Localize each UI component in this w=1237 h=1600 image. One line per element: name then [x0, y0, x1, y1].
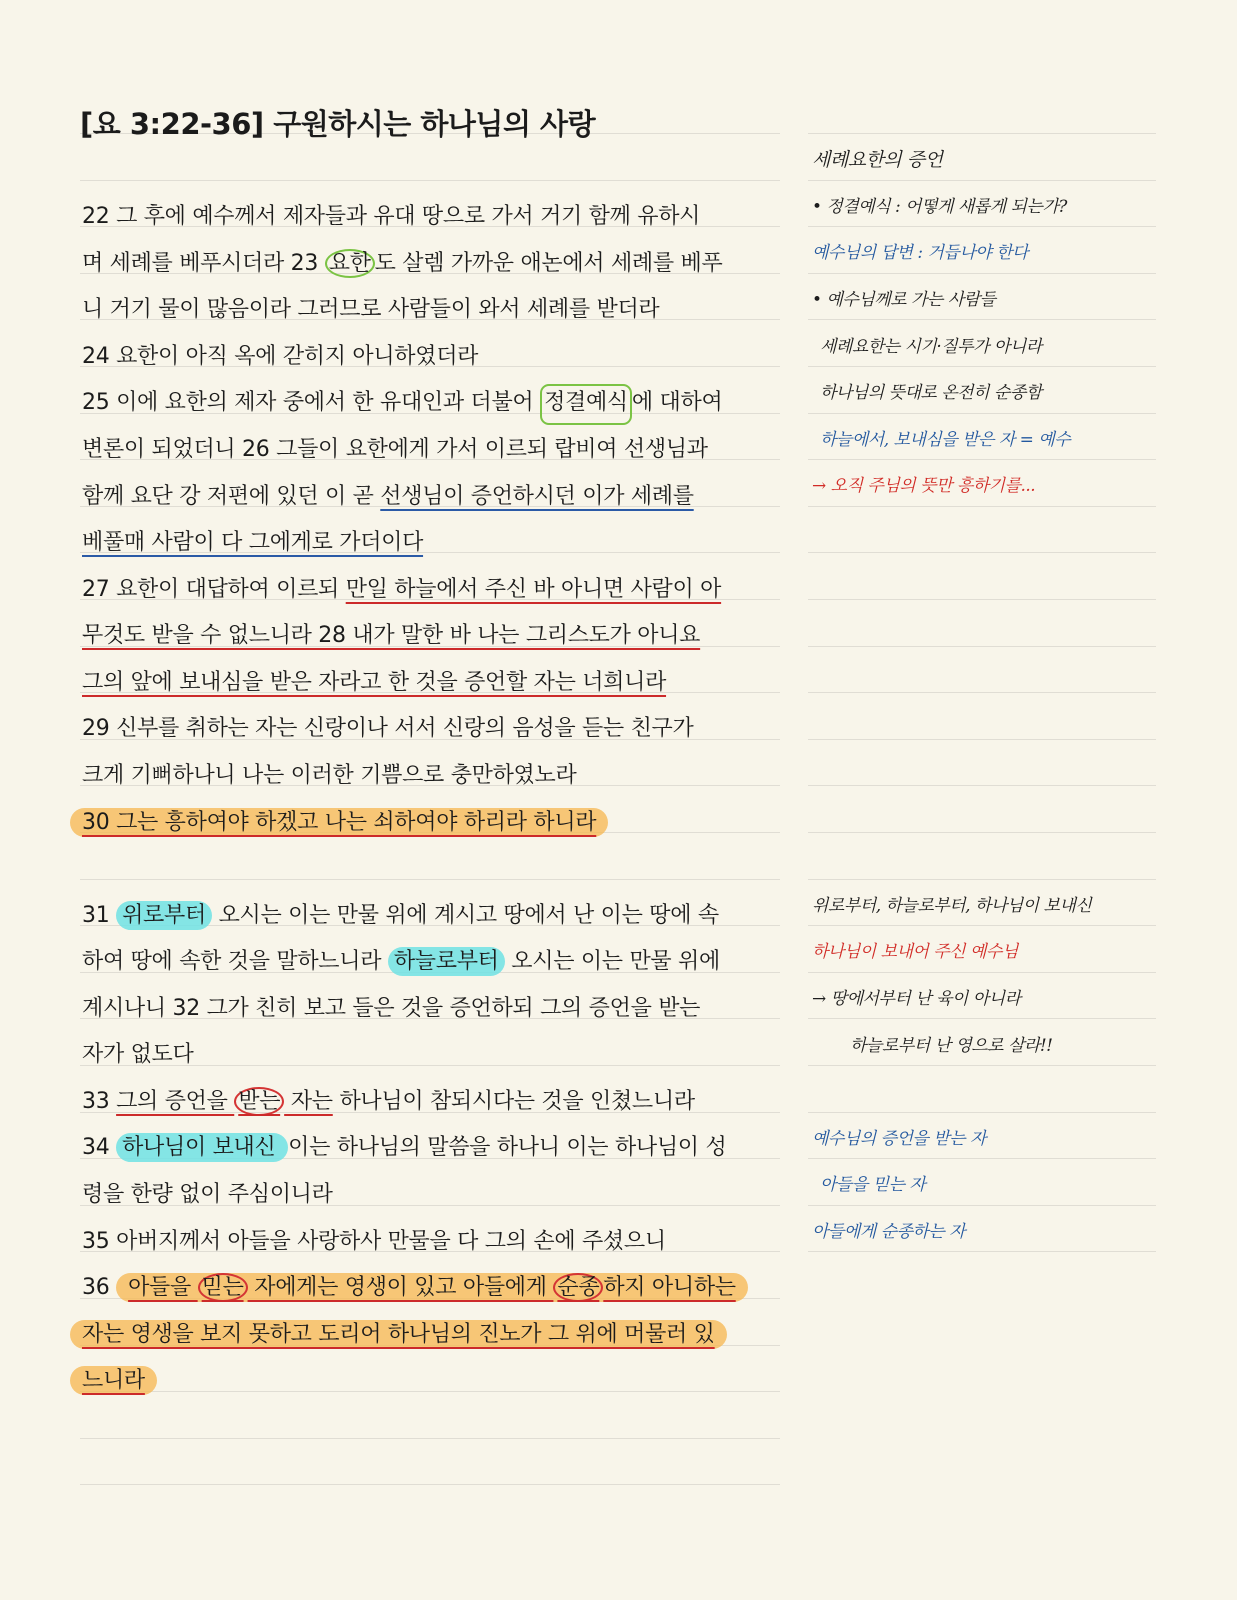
verse-line — [82, 896, 719, 936]
verse-line: 니 거기 물이 많음이라 그러므로 사람들이 와서 세례를 받더라 — [82, 297, 660, 322]
page-title: [요 3:22-36] 구원하시는 하나님의 사랑 — [80, 107, 596, 141]
red-underline-mark: 그의 증언을 — [116, 1089, 235, 1114]
verse-line — [82, 1315, 727, 1355]
verse-line: 령을 한량 없이 주심이니라 — [82, 1182, 333, 1207]
verse-line — [82, 383, 722, 423]
verse-line: 자가 없도다 — [82, 1042, 194, 1067]
margin-note: 아들에게 순종하는 자 — [812, 1222, 966, 1242]
cyan-highlight-mark: 위로부터 — [116, 901, 212, 930]
verse-text: 31 — [82, 903, 117, 928]
cyan-highlight-mark: 하늘로부터 — [388, 947, 505, 976]
verse-text: 함께 요단 강 저편에 있던 이 곧 — [82, 484, 381, 509]
red-circle-mark: 순종 — [553, 1273, 603, 1302]
verse-text: 이는 하나님의 말씀을 하나니 이는 하나님이 성 — [288, 1135, 727, 1160]
cyan-highlight-mark: 하나님이 보내신 — [116, 1133, 288, 1162]
ruled-line — [80, 879, 780, 880]
margin-note: 예수님의 답변 : 거듭나야 한다 — [812, 243, 1028, 263]
margin-note: 아들을 믿는 자 — [820, 1175, 926, 1195]
verse-line — [82, 1268, 748, 1308]
verse-text: 25 이에 요한의 제자 중에서 한 유대인과 더불어 — [82, 390, 541, 415]
verse-text: 아들을 — [128, 1275, 198, 1300]
verse-line — [82, 663, 666, 703]
verse-line: 변론이 되었더니 26 그들이 요한에게 가서 이르되 랍비여 선생님과 — [82, 437, 708, 462]
verse-line: 계시나니 32 그가 친히 보고 들은 것을 증언하되 그의 증언을 받는 — [82, 996, 701, 1021]
margin-note: • 정결예식 : 어떻게 새롭게 되는가? — [812, 197, 1067, 217]
verse-text: 하나님이 참되시다는 것을 인쳤느니라 — [332, 1089, 695, 1114]
red-circle-mark: 받는 — [234, 1087, 284, 1116]
verse-line — [82, 570, 721, 610]
verse-line — [82, 523, 423, 563]
ruled-line — [80, 1438, 780, 1439]
verse-text: 에 대하여 — [631, 390, 723, 415]
verse-line: 22 그 후에 예수께서 제자들과 유대 땅으로 가서 거기 함께 유하시 — [82, 204, 701, 229]
verse-line — [82, 244, 722, 284]
verse-text: 도 살렘 가까운 애논에서 세례를 베푸 — [374, 251, 723, 276]
verse-line — [82, 1361, 157, 1401]
green-box-mark: 정결예식 — [540, 384, 632, 425]
margin-note: 하늘에서, 보내심을 받은 자 = 예수 — [820, 430, 1071, 450]
margin-note: 위로부터, 하늘로부터, 하나님이 보내신 — [812, 896, 1092, 916]
margin-note: • 예수님께로 가는 사람들 — [812, 290, 996, 310]
ruled-line — [808, 785, 1156, 786]
verse-line: 24 요한이 아직 옥에 갇히지 아니하였더라 — [82, 344, 479, 369]
margin-note: 예수님의 증언을 받는 자 — [812, 1129, 986, 1149]
ruled-line — [808, 599, 1156, 600]
blue-underline-mark: 베풀매 사람이 다 그에게로 가더이다 — [82, 530, 424, 555]
margin-note: 세례요한는 시기·질투가 아니라 — [820, 337, 1042, 357]
red-underline-mark: 자는 — [284, 1089, 333, 1114]
orange-highlight-mark — [116, 1273, 748, 1302]
verse-line: 크게 기뻐하나니 나는 이러한 기쁨으로 충만하였노라 — [82, 763, 577, 788]
verse-line — [82, 1128, 726, 1168]
margin-note: → 땅에서부터 난 육이 아니라 — [812, 989, 1021, 1009]
margin-note: 하나님의 뜻대로 온전히 순종함 — [820, 383, 1042, 403]
verse-text: 34 — [82, 1135, 117, 1160]
verse-text: 며 세례를 베푸시더라 23 — [82, 251, 325, 276]
verse-text: 27 요한이 대답하여 이르되 — [82, 577, 346, 602]
red-circle-mark: 믿는 — [198, 1273, 248, 1302]
verse-line — [82, 1082, 695, 1122]
red-underline-mark: 무것도 받을 수 없느니라 28 내가 말한 바 나는 그리스도가 아니요 — [82, 623, 701, 648]
verse-text: 오시는 이는 만물 위에 — [504, 949, 720, 974]
ruled-line — [80, 180, 780, 181]
margin-note: → 오직 주님의 뜻만 흥하기를... — [812, 476, 1036, 496]
verse-line — [82, 477, 694, 517]
orange-highlight-mark: 느니라 — [70, 1366, 157, 1395]
verse-text: 자에게는 영생이 있고 아들에게 — [247, 1275, 554, 1300]
green-circle-mark: 요한 — [325, 249, 375, 278]
ruled-line — [808, 1112, 1156, 1113]
verse-line — [82, 942, 720, 982]
ruled-line — [808, 646, 1156, 647]
ruled-line — [808, 832, 1156, 833]
margin-note: 세례요한의 증언 — [812, 149, 943, 171]
blue-underline-mark: 선생님이 증언하시던 이가 세례를 — [380, 484, 694, 509]
margin-note: 하늘로부터 난 영으로 살라!! — [850, 1036, 1053, 1056]
verse-text: 36 — [82, 1275, 117, 1300]
ruled-line — [808, 739, 1156, 740]
verse-line — [82, 803, 608, 843]
verse-text: 오시는 이는 만물 위에 계시고 땅에서 난 이는 땅에 속 — [211, 903, 719, 928]
ruled-line — [80, 1484, 780, 1485]
verse-text: 33 — [82, 1089, 117, 1114]
verse-line — [82, 616, 700, 656]
ruled-line — [80, 1391, 780, 1392]
margin-note: 하나님이 보내어 주신 예수님 — [812, 942, 1018, 962]
ruled-line — [808, 552, 1156, 553]
ruled-line — [808, 692, 1156, 693]
verse-line: 35 아버지께서 아들을 사랑하사 만물을 다 그의 손에 주셨으니 — [82, 1229, 666, 1254]
verse-line: 29 신부를 취하는 자는 신랑이나 서서 신랑의 음성을 듣는 친구가 — [82, 716, 694, 741]
verse-text: 하여 땅에 속한 것을 말하느니라 — [82, 949, 388, 974]
orange-highlight-mark: 30 그는 흥하여야 하겠고 나는 쇠하여야 하리라 하니라 — [70, 808, 608, 837]
red-underline-mark: 그의 앞에 보내심을 받은 자라고 한 것을 증언할 자는 너희니라 — [82, 670, 667, 695]
red-underline-mark: 만일 하늘에서 주신 바 아니면 사람이 아 — [345, 577, 722, 602]
orange-highlight-mark: 자는 영생을 보지 못하고 도리어 하나님의 진노가 그 위에 머물러 있 — [70, 1320, 727, 1349]
verse-text: 하지 아니하는 — [603, 1275, 736, 1300]
ruled-line — [808, 879, 1156, 880]
ruled-line — [808, 133, 1156, 134]
